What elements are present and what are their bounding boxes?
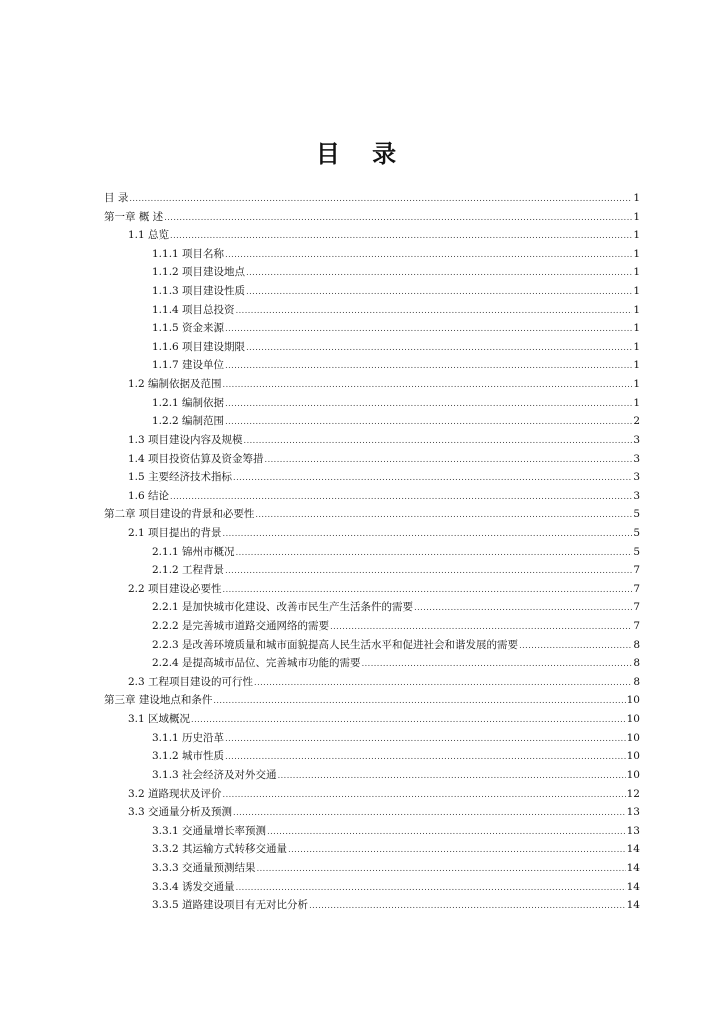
toc-entry[interactable]: [104, 319, 640, 338]
toc-entry-page-number: 5: [633, 545, 640, 558]
toc-leader-dots: [236, 879, 626, 898]
toc-entry-label: 3.1.3 社会经济及对外交通: [152, 768, 277, 781]
toc-entry-page-number: 1: [633, 285, 640, 298]
toc-leader-dots: [309, 897, 626, 916]
toc-entry-label: 2.3 工程项目建设的可行性: [128, 675, 254, 688]
toc-entry[interactable]: [104, 189, 640, 208]
toc-entry-label: 2.1 项目提出的背景: [128, 526, 222, 539]
toc-entry-label: 1.6 结论: [128, 489, 170, 502]
toc-entry-label: 第三章 建设地点和条件: [104, 694, 213, 707]
toc-entry[interactable]: [104, 691, 640, 710]
toc-entry-label: 1.1 总览: [128, 229, 170, 242]
toc-entry[interactable]: [104, 636, 640, 655]
toc-entry-label: 1.5 主要经济技术指标: [128, 471, 233, 484]
toc-entry[interactable]: [104, 654, 640, 673]
toc-leader-dots: [225, 357, 632, 376]
toc-entry[interactable]: [104, 245, 640, 264]
toc-leader-dots: [223, 786, 626, 805]
toc-entry[interactable]: [104, 543, 640, 562]
toc-leader-dots: [129, 190, 632, 209]
toc-entry-label: 第二章 项目建设的背景和必要性: [104, 508, 255, 521]
toc-entry-page-number: 1: [633, 266, 640, 279]
toc-entry-page-number: 12: [626, 787, 640, 800]
toc-entry[interactable]: [104, 226, 640, 245]
toc-leader-dots: [170, 227, 632, 246]
toc-entry-page-number: 1: [633, 247, 640, 260]
toc-entry-page-number: 10: [626, 768, 640, 781]
toc-entry[interactable]: [104, 785, 640, 804]
toc-entry[interactable]: [104, 561, 640, 580]
toc-leader-dots: [246, 264, 632, 283]
toc-leader-dots: [225, 413, 632, 432]
toc-entry-page-number: 1: [633, 396, 640, 409]
toc-entry-page-number: 10: [626, 694, 640, 707]
toc-entry-page-number: 14: [626, 899, 640, 912]
toc-leader-dots: [213, 692, 625, 711]
toc-leader-dots: [257, 860, 626, 879]
toc-entry[interactable]: [104, 580, 640, 599]
toc-leader-dots: [236, 302, 633, 321]
toc-leader-dots: [225, 748, 626, 767]
toc-leader-dots: [223, 376, 633, 395]
toc-entry-page-number: 5: [633, 526, 640, 539]
toc-leader-dots: [330, 618, 632, 637]
toc-leader-dots: [223, 581, 633, 600]
toc-entry-label: 2.1.2 工程背景: [152, 564, 225, 577]
toc-entry-page-number: 14: [626, 880, 640, 893]
toc-leader-dots: [164, 209, 632, 228]
toc-entry-page-number: 14: [626, 843, 640, 856]
toc-entry-page-number: 3: [633, 433, 640, 446]
toc-entry-page-number: 1: [633, 192, 640, 204]
toc-entry-label: 1.2 编制依据及范围: [128, 378, 222, 391]
toc-entry-label: 3.3.4 诱发交通量: [152, 880, 235, 893]
toc-entry-page-number: 8: [633, 638, 640, 651]
page-title: 目 录: [315, 140, 409, 169]
toc-entry-page-number: 7: [633, 564, 640, 577]
toc-entry-label: 3.1 区域概况: [128, 713, 191, 726]
toc-leader-dots: [255, 506, 632, 525]
toc-entry[interactable]: [104, 840, 640, 859]
toc-entry-page-number: 3: [633, 489, 640, 502]
toc-entry[interactable]: [104, 338, 640, 357]
toc-entry-page-number: 1: [633, 303, 640, 316]
toc-entry-page-number: 10: [626, 750, 640, 763]
toc-entry-label: 3.3.1 交通量增长率预测: [152, 824, 267, 837]
toc-entry[interactable]: [104, 301, 640, 320]
toc-entry-label: 1.1.3 项目建设性质: [152, 285, 246, 298]
toc-leader-dots: [246, 339, 632, 358]
toc-leader-dots: [414, 599, 632, 618]
toc-leader-dots: [265, 451, 633, 470]
toc-entry-label: 1.1.1 项目名称: [152, 247, 225, 260]
toc-entry[interactable]: [104, 524, 640, 543]
table-of-contents: [104, 189, 640, 915]
toc-entry[interactable]: [104, 710, 640, 729]
toc-entry[interactable]: [104, 505, 640, 524]
toc-entry-page-number: 10: [626, 713, 640, 726]
toc-entry-page-number: 7: [633, 582, 640, 595]
toc-entry[interactable]: [104, 263, 640, 282]
toc-entry[interactable]: [104, 803, 640, 822]
toc-entry[interactable]: [104, 375, 640, 394]
toc-entry-label: 3.3.5 道路建设项目有无对比分析: [152, 899, 309, 912]
toc-entry-page-number: 14: [626, 861, 640, 874]
toc-entry-page-number: 13: [626, 806, 640, 819]
toc-entry-label: 2.2.3 是改善环境质量和城市面貌提高人民生活水平和促进社会和谐发展的需要: [152, 638, 519, 651]
toc-leader-dots: [288, 841, 626, 860]
toc-entry-label: 1.4 项目投资估算及资金筹措: [128, 452, 264, 465]
toc-leader-dots: [170, 488, 632, 507]
toc-entry[interactable]: [104, 282, 640, 301]
toc-entry[interactable]: [104, 598, 640, 617]
toc-entry[interactable]: [104, 356, 640, 375]
toc-entry-label: 目 录: [104, 192, 129, 204]
toc-entry-label: 1.3 项目建设内容及规模: [128, 433, 243, 446]
toc-entry-label: 1.1.2 项目建设地点: [152, 266, 246, 279]
toc-leader-dots: [233, 804, 626, 823]
toc-entry[interactable]: [104, 394, 640, 413]
toc-entry-label: 3.1.1 历史沿革: [152, 731, 225, 744]
toc-entry-page-number: 5: [633, 508, 640, 521]
toc-leader-dots: [191, 711, 626, 730]
toc-leader-dots: [246, 283, 632, 302]
toc-entry[interactable]: [104, 468, 640, 487]
toc-entry-label: 1.1.5 资金来源: [152, 322, 225, 335]
toc-entry-label: 2.2.1 是加快城市化建设、改善市民生产生活条件的需要: [152, 601, 414, 614]
toc-leader-dots: [225, 730, 626, 749]
toc-entry-page-number: 8: [633, 657, 640, 670]
toc-entry-label: 1.1.4 项目总投资: [152, 303, 235, 316]
toc-leader-dots: [225, 320, 632, 339]
toc-entry[interactable]: [104, 431, 640, 450]
toc-entry[interactable]: [104, 896, 640, 915]
toc-leader-dots: [223, 525, 633, 544]
toc-entry-page-number: 1: [633, 322, 640, 335]
toc-entry[interactable]: [104, 878, 640, 897]
toc-leader-dots: [225, 246, 632, 265]
toc-entry-label: 2.2.4 是提高城市品位、完善城市功能的需要: [152, 657, 361, 670]
toc-leader-dots: [254, 674, 632, 693]
toc-entry[interactable]: [104, 673, 640, 692]
toc-entry-page-number: 1: [633, 210, 640, 223]
toc-entry-page-number: 1: [633, 378, 640, 391]
toc-entry[interactable]: [104, 487, 640, 506]
toc-leader-dots: [236, 544, 633, 563]
toc-leader-dots: [225, 562, 632, 581]
toc-entry-label: 3.3 交通量分析及预测: [128, 806, 233, 819]
toc-entry[interactable]: [104, 208, 640, 227]
toc-entry-label: 2.2.2 是完善城市道路交通网络的需要: [152, 620, 330, 633]
toc-entry-label: 1.2.2 编制范围: [152, 415, 225, 428]
toc-leader-dots: [362, 655, 633, 674]
toc-leader-dots: [278, 767, 626, 786]
toc-entry-label: 2.1.1 锦州市概况: [152, 545, 235, 558]
toc-entry-page-number: 1: [633, 359, 640, 372]
toc-entry[interactable]: [104, 729, 640, 748]
toc-leader-dots: [267, 823, 626, 842]
toc-entry-page-number: 13: [626, 824, 640, 837]
toc-entry-page-number: 3: [633, 471, 640, 484]
toc-entry-label: 3.3.3 交通量预测结果: [152, 861, 256, 874]
toc-entry-page-number: 2: [633, 415, 640, 428]
toc-entry-page-number: 7: [633, 620, 640, 633]
toc-entry-label: 1.2.1 编制依据: [152, 396, 225, 409]
toc-entry-page-number: 1: [633, 340, 640, 353]
toc-entry-page-number: 10: [626, 731, 640, 744]
toc-leader-dots: [225, 395, 632, 414]
toc-entry[interactable]: [104, 412, 640, 431]
toc-entry[interactable]: [104, 747, 640, 766]
toc-entry-page-number: 8: [633, 675, 640, 688]
toc-leader-dots: [519, 637, 632, 656]
toc-entry-page-number: 7: [633, 601, 640, 614]
toc-entry[interactable]: [104, 822, 640, 841]
toc-entry-page-number: 3: [633, 452, 640, 465]
toc-entry[interactable]: [104, 617, 640, 636]
toc-leader-dots: [233, 469, 632, 488]
toc-entry[interactable]: [104, 859, 640, 878]
toc-entry-label: 2.2 项目建设必要性: [128, 582, 222, 595]
toc-entry[interactable]: [104, 766, 640, 785]
toc-entry-label: 3.3.2 其运输方式转移交通量: [152, 843, 288, 856]
toc-entry-label: 3.2 道路现状及评价: [128, 787, 222, 800]
toc-entry[interactable]: [104, 450, 640, 469]
toc-entry-page-number: 1: [633, 229, 640, 242]
toc-entry-label: 1.1.6 项目建设期限: [152, 340, 246, 353]
toc-entry-label: 3.1.2 城市性质: [152, 750, 225, 763]
toc-leader-dots: [244, 432, 633, 451]
toc-entry-label: 1.1.7 建设单位: [152, 359, 225, 372]
toc-entry-label: 第一章 概 述: [104, 210, 164, 223]
